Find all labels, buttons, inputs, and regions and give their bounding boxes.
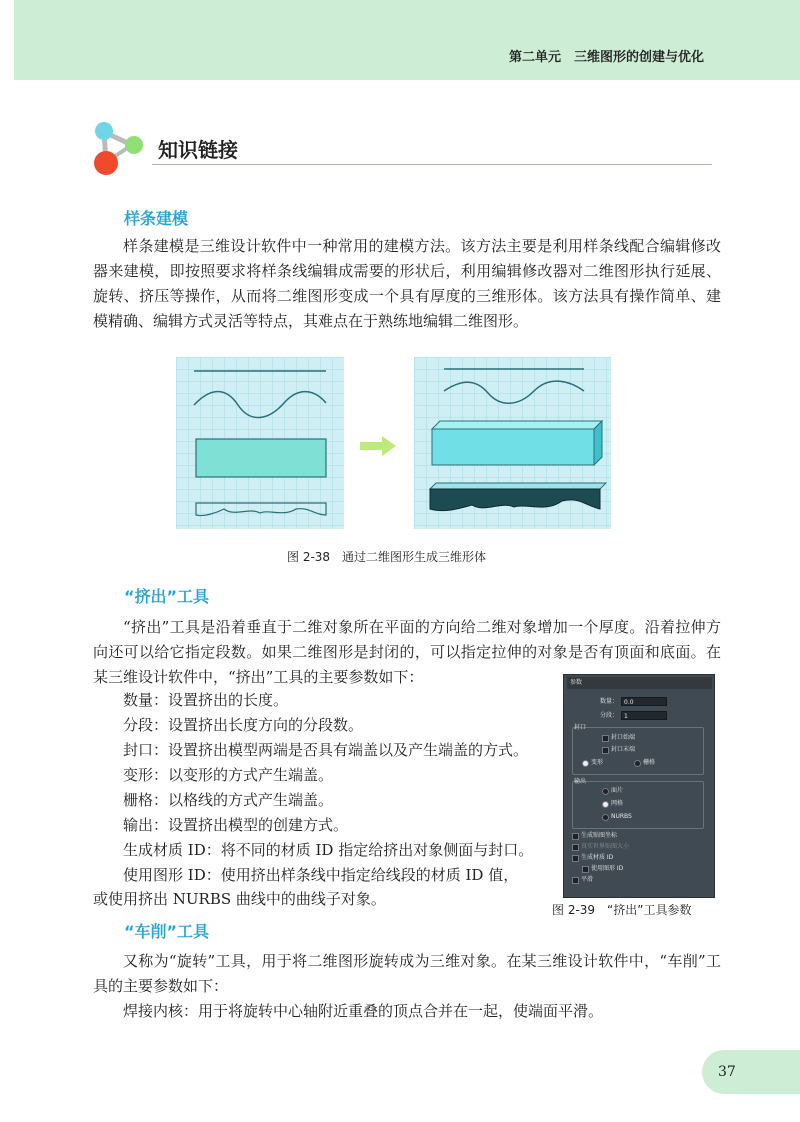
molecule-icon [92, 120, 152, 175]
real-world-label: 真实世界贴图大小 [581, 843, 630, 850]
param-weld-core: 焊接内核：用于将旋转中心轴附近重叠的顶点合并在一起，使端面平滑。 [123, 1002, 604, 1020]
smooth-checkbox[interactable] [572, 877, 579, 884]
patch-label: 面片 [611, 787, 624, 794]
use-shape-ids-label: 使用图形 ID [591, 865, 624, 872]
gen-mapping-label: 生成贴图坐标 [581, 832, 618, 839]
segments-label: 分段： [600, 712, 619, 719]
use-shape-ids-checkbox[interactable] [582, 866, 589, 873]
grid-label: 栅格 [643, 759, 656, 766]
param-output: 输出：设置挤出模型的创建方式。 [123, 816, 349, 834]
output-group [572, 781, 704, 829]
gen-mat-ids-checkbox[interactable] [572, 855, 579, 862]
param-morph: 变形：以变形的方式产生端盖。 [123, 766, 334, 784]
gen-mapping-checkbox[interactable] [572, 833, 579, 840]
patch-radio[interactable] [602, 788, 609, 795]
morph-radio[interactable] [582, 760, 589, 767]
mesh-radio[interactable] [602, 801, 609, 808]
cap-start-label: 封口始端 [611, 734, 636, 741]
page-number: 37 [718, 1064, 736, 1080]
param-use-shape-id: 使用图形 ID：使用挤出样条线中指定给线段的材质 ID 值， [123, 866, 519, 884]
page-number-tab [702, 1050, 800, 1094]
extrude-paragraph: “挤出”工具是沿着垂直于二维对象所在平面的方向给二维对象增加一个厚度。沿着拉伸方向还可以给它指定段数。如果二维图形是封闭的，可以指定拉伸的对象是否有顶面和底面。在某三维设计软件中，“挤出”工具的主要参数如下： [93, 618, 721, 686]
cap-end-checkbox[interactable] [602, 747, 609, 754]
chapter-title: 第二单元 三维图形的创建与优化 [508, 50, 704, 65]
smooth-label: 平滑 [581, 876, 594, 883]
mesh-label: 网格 [611, 800, 624, 807]
param-amount: 数量：设置挤出的长度。 [123, 691, 289, 709]
morph-label: 变形 [591, 759, 604, 766]
nurbs-label: NURBS [611, 813, 632, 820]
spline-paragraph: 样条建模是三维设计软件中一种常用的建模方法。该方法主要是利用样条线配合编辑修改器来建模，即按照要求将样条线编辑成需要的形状后，利用编辑修改器对二维图形执行延展、旋转、挤压等操作，从而将二维图形变成一个具有厚度的三维形体。该方法具有操作简单、建模精确、编辑方式灵活等特点，其难点在于熟练地编辑二维图形。 [93, 237, 721, 330]
lathe-paragraph: 又称为“旋转”工具，用于将二维图形旋转成为三维对象。在某三维设计软件中，“车削”工具的主要参数如下： [93, 952, 721, 995]
gen-mat-ids-label: 生成材质 ID [581, 854, 614, 861]
extrude-parameters-panel [563, 674, 715, 898]
nurbs-radio[interactable] [602, 814, 609, 821]
param-grid: 栅格：以格线的方式产生端盖。 [123, 791, 334, 809]
cap-group-label: 封口 [574, 724, 587, 731]
amount-label: 数量： [600, 698, 619, 705]
param-gen-mat-id: 生成材质 ID：将不同的材质 ID 指定给挤出对象侧面与封口。 [123, 841, 534, 859]
figure-2d-shapes [176, 357, 344, 529]
figure-3d-shapes [414, 357, 611, 529]
extrude-heading: “挤出”工具 [124, 587, 210, 606]
amount-field[interactable]: 0.0 [621, 697, 667, 706]
cap-start-checkbox[interactable] [602, 735, 609, 742]
figure-2-38-caption: 图 2-38 通过二维图形生成三维形体 [287, 550, 487, 564]
section-rule [152, 164, 712, 165]
param-segments: 分段：设置挤出长度方向的分段数。 [123, 716, 364, 734]
panel-title: 参数 [567, 677, 712, 689]
section-heading [92, 120, 712, 175]
grid-radio[interactable] [634, 760, 641, 767]
param-use-shape-id-cont: 或使用挤出 NURBS 曲线中的曲线子对象。 [93, 890, 386, 908]
rectangle-shape [196, 439, 326, 477]
real-world-checkbox[interactable] [572, 844, 579, 851]
cap-end-label: 封口末端 [611, 746, 636, 753]
lathe-heading: “车削”工具 [124, 922, 210, 941]
param-cap: 封口：设置挤出模型两端是否具有端盖以及产生端盖的方式。 [123, 741, 529, 759]
figure-2-39-caption: 图 2-39 “挤出”工具参数 [552, 903, 692, 917]
spline-heading: 样条建模 [124, 209, 189, 228]
cap-group [572, 727, 704, 775]
arrow-right-icon [360, 436, 396, 456]
section-title: 知识链接 [158, 138, 238, 162]
output-group-label: 输出 [574, 778, 587, 785]
segments-field[interactable]: 1 [621, 711, 667, 720]
header-band [14, 0, 800, 80]
